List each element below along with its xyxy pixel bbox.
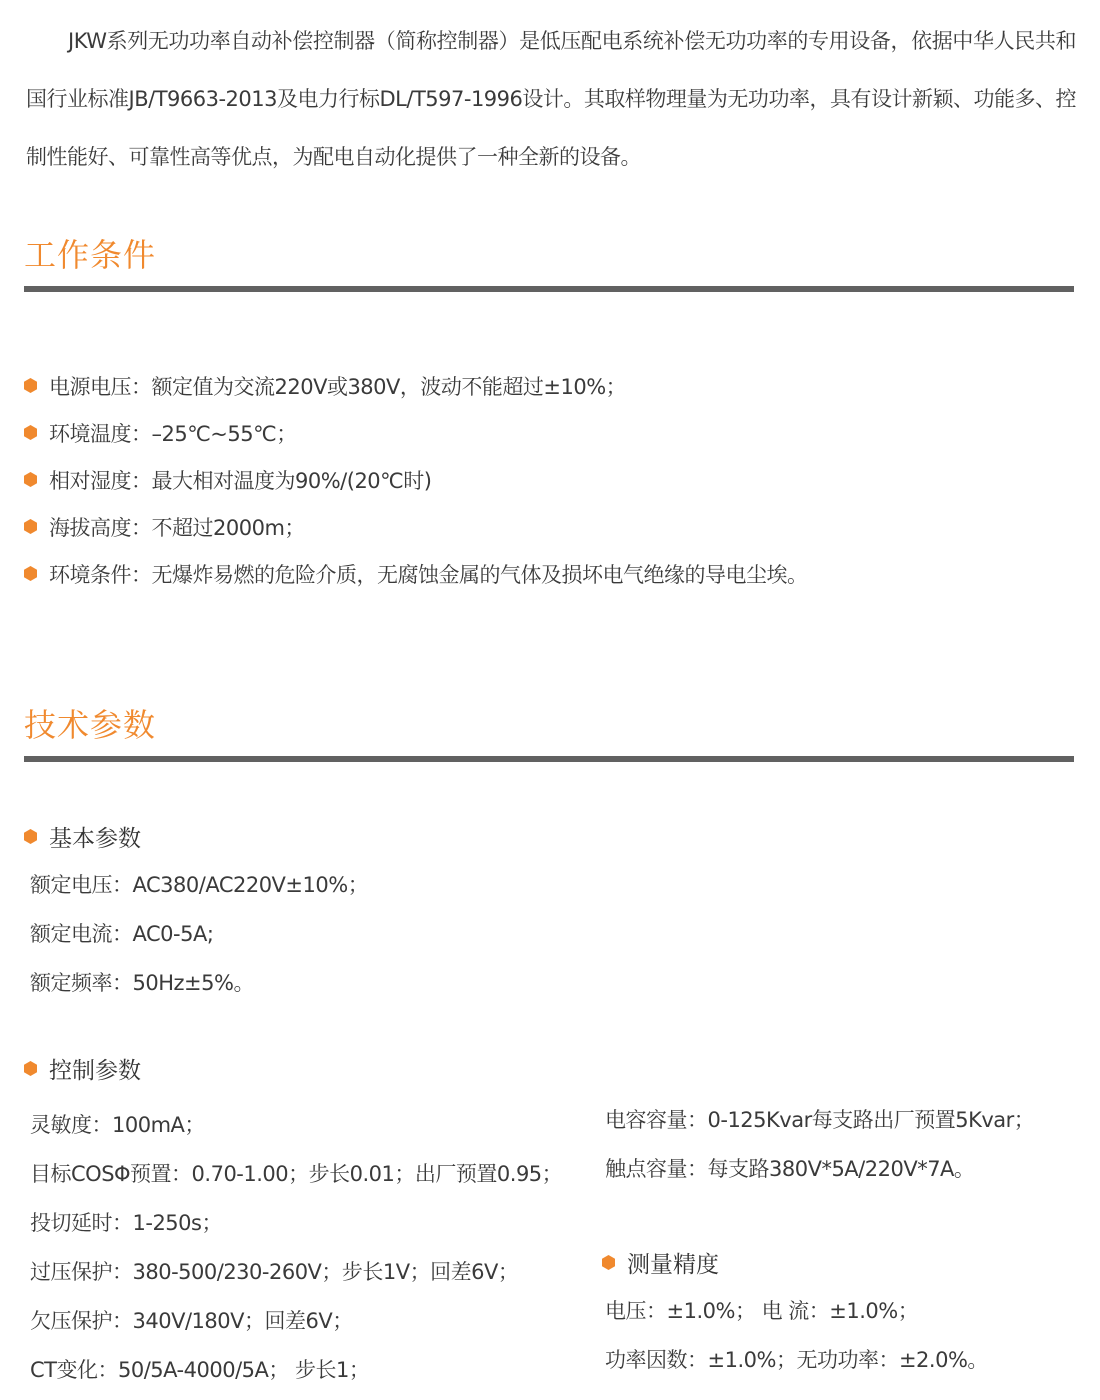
control-params-list bbox=[30, 1101, 562, 1395]
hexagon-bullet-icon bbox=[24, 829, 37, 844]
section-divider bbox=[24, 756, 1074, 762]
list-item: 相对湿度：最大相对温度为90%/(20℃时) bbox=[24, 456, 808, 503]
subsection-title-basic: 基本参数 bbox=[24, 820, 141, 853]
subsection-title-control: 控制参数 bbox=[24, 1052, 141, 1085]
list-item: 功率因数：±1.0%；无功功率：±2.0%。 bbox=[605, 1348, 988, 1372]
subsection-title-measurement: 测量精度 bbox=[602, 1246, 719, 1279]
list-item: 额定电压：AC380/AC220V±10%； bbox=[30, 873, 369, 897]
list-item: 目标COSΦ预置：0.70-1.00；步长0.01；出厂预置0.95； bbox=[30, 1162, 563, 1186]
intro-paragraph: JKW系列无功功率自动补偿控制器（简称控制器）是低压配电系统补偿无功功率的专用设备，依据中华人民共和国行业标准JB/T9663-2013及电力行标DL/T597-1996设计。其取样物理量为无功功率，具有设计新颖、功能多、控制性能好、可靠性高等优点，为配电自动化提供了一种全新的设备。 bbox=[26, 29, 1076, 169]
section-title-tech-params: 技术参数 bbox=[24, 706, 157, 744]
hexagon-bullet-icon bbox=[24, 566, 37, 581]
hexagon-bullet-icon bbox=[602, 1255, 615, 1270]
basic-params-list bbox=[30, 861, 368, 1008]
list-item: 环境温度：–25℃~55℃； bbox=[24, 409, 808, 456]
list-item: 触点容量：每支路380V*5A/220V*7A。 bbox=[605, 1157, 975, 1181]
hexagon-bullet-icon bbox=[24, 1061, 37, 1076]
list-item: 环境条件：无爆炸易燃的危险介质，无腐蚀金属的气体及损坏电气绝缘的导电尘埃。 bbox=[24, 550, 808, 597]
working-conditions-list bbox=[24, 362, 808, 597]
list-item: 过压保护：380-500/230-260V；步长1V；回差6V； bbox=[30, 1260, 519, 1284]
hexagon-bullet-icon bbox=[24, 425, 37, 440]
list-item: 电源电压：额定值为交流220V或380V，波动不能超过±10%； bbox=[24, 362, 808, 409]
section-divider bbox=[24, 286, 1074, 292]
list-item: 欠压保护：340V/180V；回差6V； bbox=[30, 1309, 353, 1333]
section-title-working-conditions: 工作条件 bbox=[24, 236, 157, 274]
hexagon-bullet-icon bbox=[24, 378, 37, 393]
measurement-list bbox=[605, 1287, 988, 1385]
list-item: 海拔高度：不超过2000m； bbox=[24, 503, 808, 550]
list-item: CT变化：50/5A-4000/5A； 步长1； bbox=[30, 1358, 370, 1382]
list-item: 灵敏度：100mA； bbox=[30, 1113, 205, 1137]
hexagon-bullet-icon bbox=[24, 472, 37, 487]
list-item: 投切延时：1-250s； bbox=[30, 1211, 222, 1235]
list-item: 额定电流：AC0-5A; bbox=[30, 922, 214, 946]
list-item: 电压：±1.0%； 电 流：±1.0%； bbox=[605, 1299, 919, 1323]
hexagon-bullet-icon bbox=[24, 519, 37, 534]
list-item: 电容容量：0-125Kvar每支路出厂预置5Kvar； bbox=[605, 1108, 1035, 1132]
list-item: 额定频率：50Hz±5%。 bbox=[30, 971, 254, 995]
control-params-right-list bbox=[605, 1096, 1034, 1194]
